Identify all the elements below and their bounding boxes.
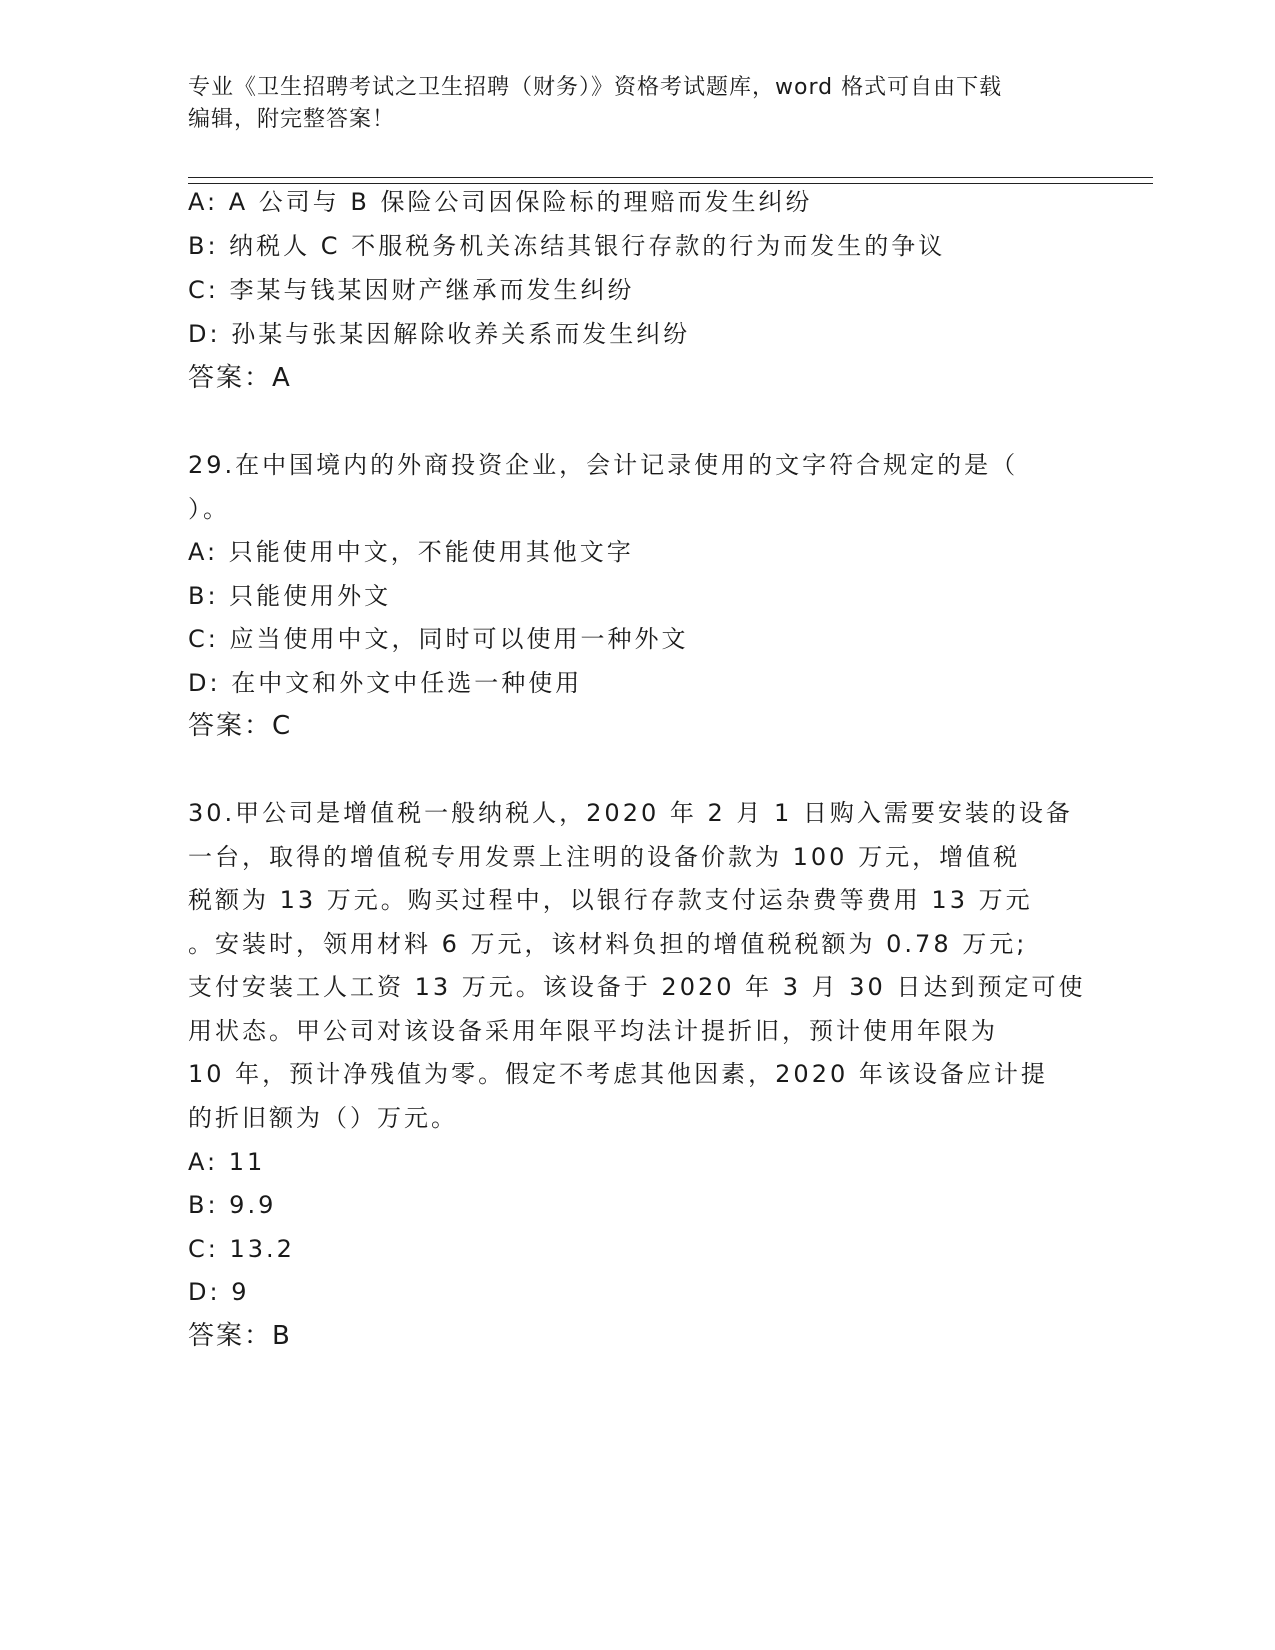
header-line-1: 专业《卫生招聘考试之卫生招聘（财务）》资格考试题库，word 格式可自由下载 <box>188 75 1003 100</box>
q28-option-d: D: 孙某与张某因解除收养关系而发生纠纷 <box>188 320 691 348</box>
q30-text-line-4: 。安装时，领用材料 6 万元，该材料负担的增值税税额为 0.78 万元; <box>188 930 1028 958</box>
q29-option-c: C: 应当使用中文，同时可以使用一种外文 <box>188 625 689 653</box>
q29-option-d: D: 在中文和外文中任选一种使用 <box>188 669 583 697</box>
header-line-2: 编辑，附完整答案！ <box>188 107 396 132</box>
q30-option-b: B: 9.9 <box>188 1191 277 1219</box>
q28-option-c: C: 李某与钱某因财产继承而发生纠纷 <box>188 276 635 304</box>
q28-option-b: B: 纳税人 C 不服税务机关冻结其银行存款的行为而发生的争议 <box>188 232 946 260</box>
q30-text-line-2: 一台，取得的增值税专用发票上注明的设备价款为 100 万元，增值税 <box>188 843 1021 871</box>
q29-text-line-1: 29.在中国境内的外商投资企业，会计记录使用的文字符合规定的是（ <box>188 451 1019 479</box>
q30-text-line-1: 30.甲公司是增值税一般纳税人，2020 年 2 月 1 日购入需要安装的设备 <box>188 799 1073 827</box>
q30-text-line-3: 税额为 13 万元。购买过程中，以银行存款支付运杂费等费用 13 万元 <box>188 886 1033 914</box>
q30-text-line-8: 的折旧额为（）万元。 <box>188 1104 458 1132</box>
q29-text-line-2: ）。 <box>188 495 230 523</box>
q28-option-a: A: A 公司与 B 保险公司因保险标的理赔而发生纠纷 <box>188 188 813 216</box>
q29-option-b: B: 只能使用外文 <box>188 582 392 610</box>
document-header <box>188 72 1068 136</box>
q30-option-a: A: 11 <box>188 1148 266 1176</box>
header-rule-bottom <box>188 183 1153 184</box>
q29-option-a: A: 只能使用中文，不能使用其他文字 <box>188 538 634 566</box>
q30-answer: 答案：B <box>188 1321 292 1351</box>
q30-text-line-7: 10 年，预计净残值为零。假定不考虑其他因素，2020 年该设备应计提 <box>188 1060 1048 1088</box>
q30-text-line-5: 支付安装工人工资 13 万元。该设备于 2020 年 3 月 30 日达到预定可使 <box>188 973 1086 1001</box>
q30-option-d: D: 9 <box>188 1278 250 1306</box>
header-rule-top <box>188 177 1153 178</box>
q30-option-c: C: 13.2 <box>188 1235 295 1263</box>
q29-answer: 答案：C <box>188 711 293 741</box>
q28-answer: 答案：A <box>188 363 292 393</box>
q30-text-line-6: 用状态。甲公司对该设备采用年限平均法计提折旧，预计使用年限为 <box>188 1017 998 1045</box>
